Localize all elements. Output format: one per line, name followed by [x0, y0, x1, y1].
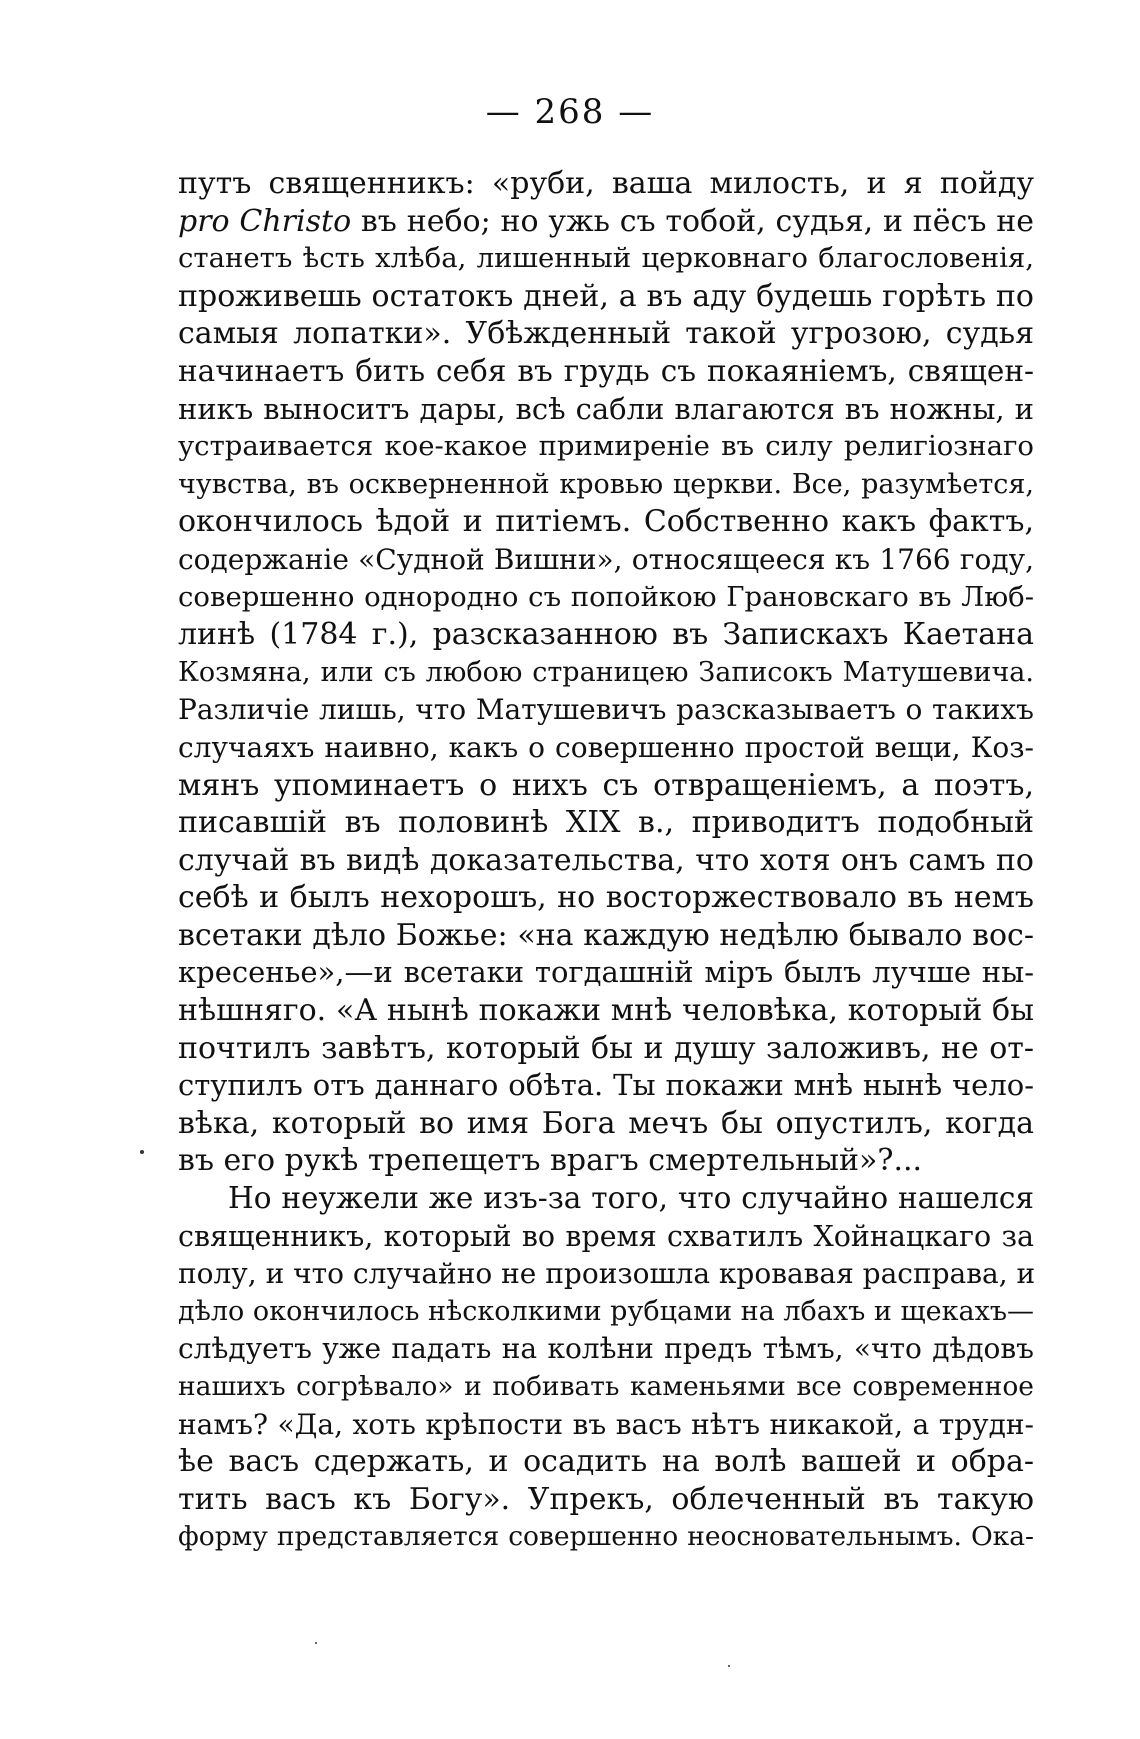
- text-line: начинаетъ бить себя въ грудь съ покаяніемъ, священ-: [178, 353, 1034, 388]
- text-line: слѣдуетъ уже падать на колѣни предъ тѣмъ, «что дѣдовъ: [178, 1332, 1034, 1366]
- text-line: ѣе васъ сдержать, и осадить на волѣ вашей и обра-: [178, 1444, 1034, 1480]
- text-line: писавшій въ половинѣ XIX в., приводитъ подобный: [178, 805, 1034, 841]
- text-line: никъ выноситъ дары, всѣ сабли влагаются въ ножны, и: [178, 391, 1034, 426]
- text-line: [178, 203, 1034, 241]
- text-line: вѣка, который во имя Бога мечъ бы опустилъ, когда: [178, 1105, 1034, 1141]
- text-line: случай въ видѣ доказательства, что хотя онъ самъ по: [178, 842, 1034, 878]
- text-line: случаяхъ наивно, какъ о совершенно простой вещи, Коз-: [178, 730, 1034, 764]
- text-line: путъ священникъ: «руби, ваша милость, и я пойду: [178, 166, 1034, 201]
- latin-phrase: pro Christo: [178, 203, 352, 239]
- scan-speck: [140, 1150, 144, 1154]
- scan-speck: [728, 1665, 730, 1667]
- text-line: полу, и что случайно не произошла кровавая расправа, и: [178, 1257, 1036, 1291]
- scan-speck: [315, 1642, 317, 1644]
- text-line: тить васъ къ Богу». Упрекъ, облеченный въ такую: [178, 1481, 1034, 1517]
- text-line: дѣло окончилось нѣсколкими рубцами на лбахъ и щекахъ—: [178, 1295, 1034, 1327]
- text-line: самыя лопатки». Убѣжденный такой угрозою, судья: [178, 316, 1034, 352]
- text-line: всетаки дѣло Божье: «на каждую недѣлю бывало вос-: [178, 917, 1034, 953]
- text-line: станетъ ѣсть хлѣба, лишенный церковнаго благословенія,: [178, 242, 1034, 275]
- text-line: содержаніе «Судной Вишни», относящееся къ 1766 году,: [178, 542, 1034, 576]
- text-line: священникъ, который во время схватилъ Хойнацкаго за: [178, 1219, 1034, 1253]
- text-line: почтилъ завѣтъ, который бы и душу заложивъ, не от-: [178, 1030, 1034, 1066]
- text-line: окончилось ѣдой и питіемъ. Собственно какъ фактъ,: [178, 504, 1034, 540]
- paragraph-1: [178, 165, 1034, 1180]
- text-line: кресенье»,—и всетаки тогдашній міръ былъ лучше ны-: [178, 955, 1034, 990]
- text-line: ступилъ отъ даннаго обѣта. Ты покажи мнѣ нынѣ чело-: [178, 1068, 1034, 1103]
- text-line: проживешь остатокъ дней, а въ аду будешь горѣть по: [178, 278, 1034, 314]
- body-text: [178, 165, 1034, 1556]
- text-line: нашихъ согрѣвало» и побивать каменьями все современное: [178, 1371, 1034, 1402]
- text-line: форму представляется совершенно неосновательнымъ. Ока-: [178, 1521, 1034, 1553]
- text-line: устраивается кое-какое примиреніе въ силу религіознаго: [178, 430, 1034, 463]
- text-line: Но неужели же изъ-за того, что случайно нашелся: [228, 1181, 1034, 1216]
- text-line: линѣ (1784 г.), разсказанною въ Запискахъ Каетана: [178, 617, 1034, 653]
- text-line: чувства, въ оскверненной кровью церкви. Все, разумѣется,: [178, 468, 1034, 500]
- text-line: себѣ и былъ нехорошъ, но восторжествовало въ немъ: [178, 880, 1034, 916]
- page-number: — 268 —: [485, 92, 655, 132]
- text-line: Козмяна, или съ любою страницею Записокъ Матушевича.: [178, 656, 1034, 688]
- text-line: совершенно однородно съ попойкою Грановскаго въ Люб-: [178, 580, 1034, 613]
- text-line: нѣшняго. «А нынѣ покажи мнѣ человѣка, который бы: [178, 993, 1034, 1029]
- text-line-rest: въ небо; но ужь съ тобой, судья, и пёсъ не: [360, 203, 1034, 239]
- text-line: въ его рукѣ трепещетъ врагъ смертельный»?...: [178, 1143, 923, 1179]
- text-line: Различіе лишь, что Матушевичъ разсказываетъ о такихъ: [178, 693, 1034, 727]
- text-line: мянъ упоминаетъ о нихъ съ отвращеніемъ, а поэтъ,: [178, 767, 1034, 803]
- text-line: намъ? «Да, хоть крѣпости въ васъ нѣтъ никакой, а трудн-: [178, 1407, 1034, 1441]
- paragraph-2: [178, 1180, 1034, 1556]
